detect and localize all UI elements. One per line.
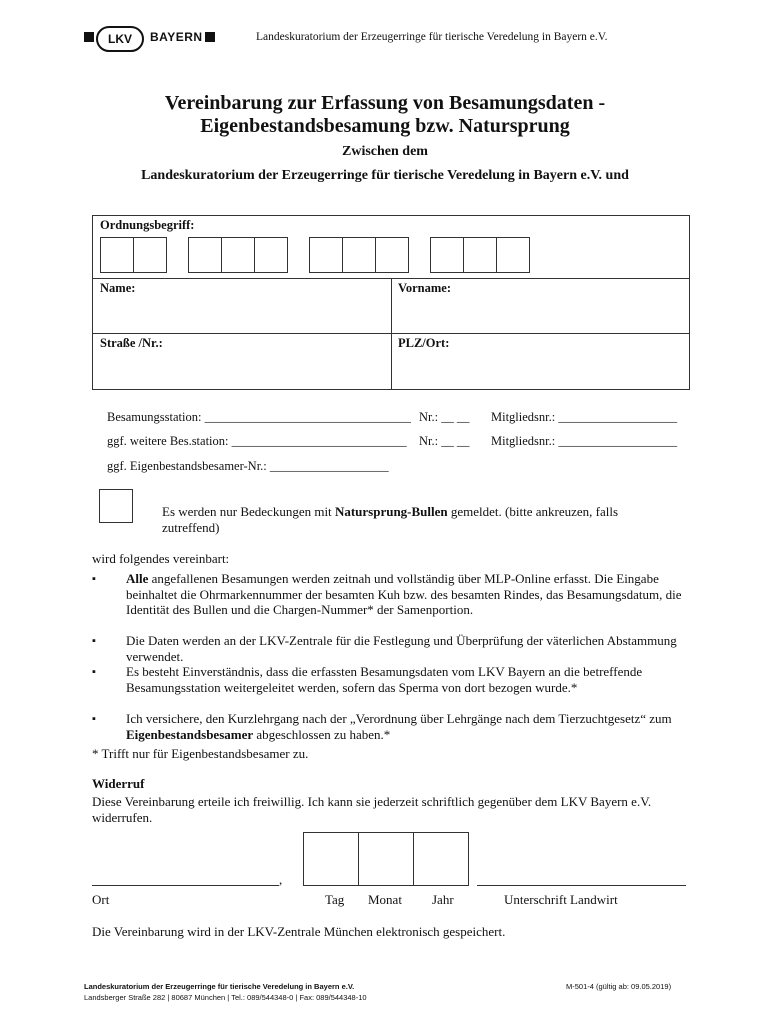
ordnungsbegriff-group-2[interactable] — [188, 237, 288, 271]
bullet-item — [126, 633, 686, 664]
bullet-item — [126, 571, 686, 618]
bullet-text: Ich versichere, den Kurzlehrgang nach der „Verordnung über Lehrgänge nach dem Tierzuchtgesetz“ zum — [126, 711, 672, 726]
ordnungsbegriff-cell[interactable] — [254, 237, 288, 273]
ordnungsbegriff-group-4[interactable] — [430, 237, 530, 271]
footnote: * Trifft nur für Eigenbestandsbesamer zu. — [92, 746, 309, 761]
natursprung-checkbox[interactable] — [99, 489, 133, 523]
ordnungsbegriff-cell[interactable] — [342, 237, 376, 273]
day-cell[interactable] — [304, 833, 359, 885]
station-nr-field[interactable]: Nr.: __ __ — [419, 410, 470, 424]
bullet-text: angefallenen Besamungen werden zeitnah und vollständig über MLP-Online erfasst. Die Eingabe beinhaltet die Ohrmarkennummer der besamten Kuh bzw. des besamten Rindes, das Besamungsdatum, die Identität des Bullen und die Chargen-Nummer* der Samenportion. — [126, 571, 682, 617]
ordnungsbegriff-cell[interactable] — [221, 237, 255, 273]
signature-line[interactable] — [477, 885, 686, 886]
bullet-text: Es besteht Einverständnis, dass die erfassten Besamungsdaten vom LKV Bayern an die betreffende Besamungsstation weitergeleitet werden, sofern das Sperma von dort bezogen wurde.* — [126, 664, 643, 695]
ort-comma: , — [279, 872, 283, 887]
bullet-bold: Alle — [126, 571, 149, 586]
month-cell[interactable] — [359, 833, 414, 885]
bullet-icon: ▪ — [92, 573, 96, 585]
logo-lkv-text: LKV — [96, 26, 144, 52]
jahr-label: Jahr — [432, 892, 454, 907]
natursprung-note — [162, 504, 672, 536]
ordnungsbegriff-cell[interactable] — [100, 237, 134, 273]
bullet-icon: ▪ — [92, 635, 96, 647]
weitere-station-field[interactable]: ggf. weitere Bes.station: ____________________________ — [107, 434, 407, 448]
logo-square-left-icon — [84, 32, 94, 42]
ordnungsbegriff-cell[interactable] — [133, 237, 167, 273]
ordnungsbegriff-label: Ordnungsbegriff: — [100, 218, 195, 232]
strasse-field[interactable]: Straße /Nr.: — [100, 336, 163, 350]
widerruf-heading: Widerruf — [92, 776, 145, 791]
year-cell[interactable] — [414, 833, 468, 885]
ordnungsbegriff-cell[interactable] — [188, 237, 222, 273]
note-text: Es werden nur Bedeckungen mit — [162, 504, 335, 519]
mitgliedsnr-field[interactable]: Mitgliedsnr.: ___________________ — [491, 410, 678, 424]
ort-label: Ort — [92, 892, 110, 907]
title-line-1: Vereinbarung zur Erfassung von Besamungsdaten - — [164, 92, 606, 114]
logo-square-right-icon — [205, 32, 215, 42]
ordnungsbegriff-cell[interactable] — [463, 237, 497, 273]
agreed-intro: wird folgendes vereinbart: — [92, 551, 230, 566]
besamungsstation-field[interactable]: Besamungsstation: _________________________________ — [107, 410, 411, 424]
plz-ort-field[interactable]: PLZ/Ort: — [398, 336, 450, 350]
logo-bayern-text: BAYERN — [150, 30, 203, 44]
note-text: gemeldet. (bitte ankreuzen, falls zutreffend) — [162, 504, 619, 535]
footer-org: Landeskuratorium der Erzeugerringe für tierische Veredelung in Bayern e.V. — [84, 982, 355, 991]
widerruf-text: Diese Vereinbarung erteile ich freiwillig. Ich kann sie jederzeit schriftlich gegenüber dem LKV Bayern e.V. widerrufen. — [92, 794, 652, 825]
date-box[interactable] — [303, 832, 469, 886]
ort-line[interactable] — [92, 885, 279, 886]
footer-form-id: M-501-4 (gültig ab: 09.05.2019) — [566, 982, 672, 991]
ordnungsbegriff-cell[interactable] — [309, 237, 343, 273]
monat-label: Monat — [368, 892, 402, 907]
weitere-mitgliedsnr-field[interactable]: Mitgliedsnr.: ___________________ — [491, 434, 678, 448]
party-line: Landeskuratorium der Erzeugerringe für tierische Veredelung in Bayern e.V. und — [141, 168, 629, 183]
ordnungsbegriff-group-3[interactable] — [309, 237, 409, 271]
eigenbestandsbesamer-nr-field[interactable]: ggf. Eigenbestandsbesamer-Nr.: ___________________ — [107, 459, 389, 473]
storage-note: Die Vereinbarung wird in der LKV-Zentrale München elektronisch gespeichert. — [92, 924, 506, 939]
between-label: Zwischen dem — [342, 144, 428, 159]
ordnungsbegriff-cell[interactable] — [375, 237, 409, 273]
registration-form — [92, 215, 690, 390]
tag-label: Tag — [325, 892, 345, 907]
name-field[interactable]: Name: — [100, 281, 136, 295]
vorname-field[interactable]: Vorname: — [398, 281, 452, 295]
ordnungsbegriff-cell[interactable] — [430, 237, 464, 273]
title-line-2: Eigenbestandsbesamung bzw. Natursprung — [200, 115, 570, 137]
bullet-item — [126, 664, 686, 695]
unterschrift-label: Unterschrift Landwirt — [504, 892, 618, 907]
bullet-text: Die Daten werden an der LKV-Zentrale für die Festlegung und Überprüfung der väterlichen Abstammung verwendet. — [126, 633, 677, 664]
note-bold-text: Natursprung-Bullen — [334, 504, 448, 519]
bullet-item — [126, 711, 686, 742]
bullet-bold: Eigenbestandsbesamer — [126, 726, 254, 742]
ordnungsbegriff-group-1[interactable] — [100, 237, 167, 271]
weitere-station-nr-field[interactable]: Nr.: __ __ — [419, 434, 470, 448]
footer-address: Landsberger Straße 282 | 80687 München | Tel.: 089/544348-0 | Fax: 089/544348-10 — [84, 993, 367, 1002]
divider — [391, 278, 392, 389]
ordnungsbegriff-cell[interactable] — [496, 237, 530, 273]
bullet-text: abgeschlossen zu haben.* — [253, 726, 391, 742]
bullet-icon: ▪ — [92, 713, 96, 725]
header-organization: Landeskuratorium der Erzeugerringe für tierische Veredelung in Bayern e.V. — [256, 31, 608, 43]
bullet-icon: ▪ — [92, 666, 96, 678]
